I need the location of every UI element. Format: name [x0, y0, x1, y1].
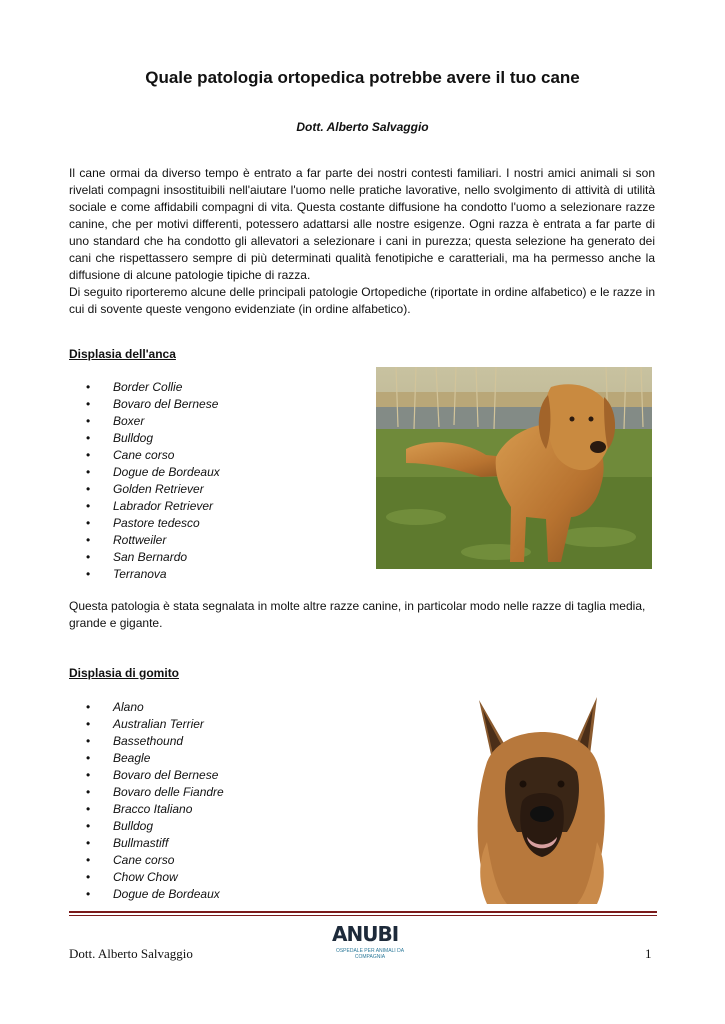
breed-list-elbow-dysplasia [86, 699, 224, 903]
list-item: • Pastore tedesco [86, 515, 220, 532]
breed-list-hip-dysplasia [86, 379, 220, 583]
list-item: • Bracco Italiano [86, 801, 224, 818]
section-heading-elbow-dysplasia: Displasia di gomito [69, 666, 180, 680]
footer-author: Dott. Alberto Salvaggio [69, 946, 193, 961]
intro-text [69, 165, 655, 318]
golden-retriever-photo [376, 367, 652, 569]
list-item: • Bulldog [86, 818, 224, 835]
list-item: • Labrador Retriever [86, 498, 220, 515]
list-item: • Cane corso [86, 852, 224, 869]
hip-dysplasia-note: Questa patologia è stata segnalata in molte altre razze canine, in particolar modo nelle razze di taglia media, grande e gigante. [69, 599, 646, 630]
document-title: Quale patologia ortopedica potrebbe avere il tuo cane [145, 68, 580, 87]
list-item: • Bovaro del Bernese [86, 396, 220, 413]
list-item: • Bulldog [86, 430, 220, 447]
list-item: • Border Collie [86, 379, 220, 396]
list-item: • Rottweiler [86, 532, 220, 549]
german-shepherd-photo [467, 692, 617, 904]
list-item: • Terranova [86, 566, 220, 583]
footer-divider [69, 911, 657, 913]
page-number: 1 [645, 946, 652, 961]
list-item: • Bassethound [86, 733, 224, 750]
logo-wordmark: ANUBI [332, 922, 399, 946]
list-item: • Australian Terrier [86, 716, 224, 733]
list-item: • Dogue de Bordeaux [86, 886, 224, 903]
list-item: • San Bernardo [86, 549, 220, 566]
list-item: • Bovaro del Bernese [86, 767, 224, 784]
list-item: • Golden Retriever [86, 481, 220, 498]
list-item: • Bullmastiff [86, 835, 224, 852]
list-item: • Beagle [86, 750, 224, 767]
list-item: • Bovaro delle Fiandre [86, 784, 224, 801]
list-item: • Boxer [86, 413, 220, 430]
document-author: Dott. Alberto Salvaggio [296, 120, 429, 134]
list-item: • Dogue de Bordeaux [86, 464, 220, 481]
list-item: • Alano [86, 699, 224, 716]
anubi-logo [332, 922, 408, 962]
footer-divider-thin [69, 915, 657, 916]
intro-paragraph-1: Il cane ormai da diverso tempo è entrato a far parte dei nostri contesti familiari. I nostri amici animali si son rivelati compagni insostituibili nell'aiutare l'uomo nelle pratiche lavorative, nello svolgimento di attività di utilità sociale e come affidabili compagni di vita. Questa costante diffusione ha condotto l'uomo a selezionare razze canine, che per motivi differenti, potessero adattarsi alle nostre esigenze. Ogni razza è entrata a far parte di uno standard che ha condotto gli allevatori a selezionare i cani in purezza; questa selezione ha generato dei cani che rispettassero sempre di più determinati qualità fenotipiche e caratteriali, ma ha permesso anche la diffusione di alcune patologie tipiche di razza. [69, 166, 655, 282]
section-heading-hip-dysplasia: Displasia dell'anca [69, 347, 176, 361]
intro-paragraph-2: Di seguito riporteremo alcune delle principali patologie Ortopediche (riportate in ordine alfabetico) e le razze in cui di sovente queste vengono evidenziate (in ordine alfabetico). [69, 285, 655, 316]
logo-subtitle: OSPEDALE PER ANIMALI DA COMPAGNIA [335, 948, 405, 960]
list-item: • Chow Chow [86, 869, 224, 886]
list-item: • Cane corso [86, 447, 220, 464]
